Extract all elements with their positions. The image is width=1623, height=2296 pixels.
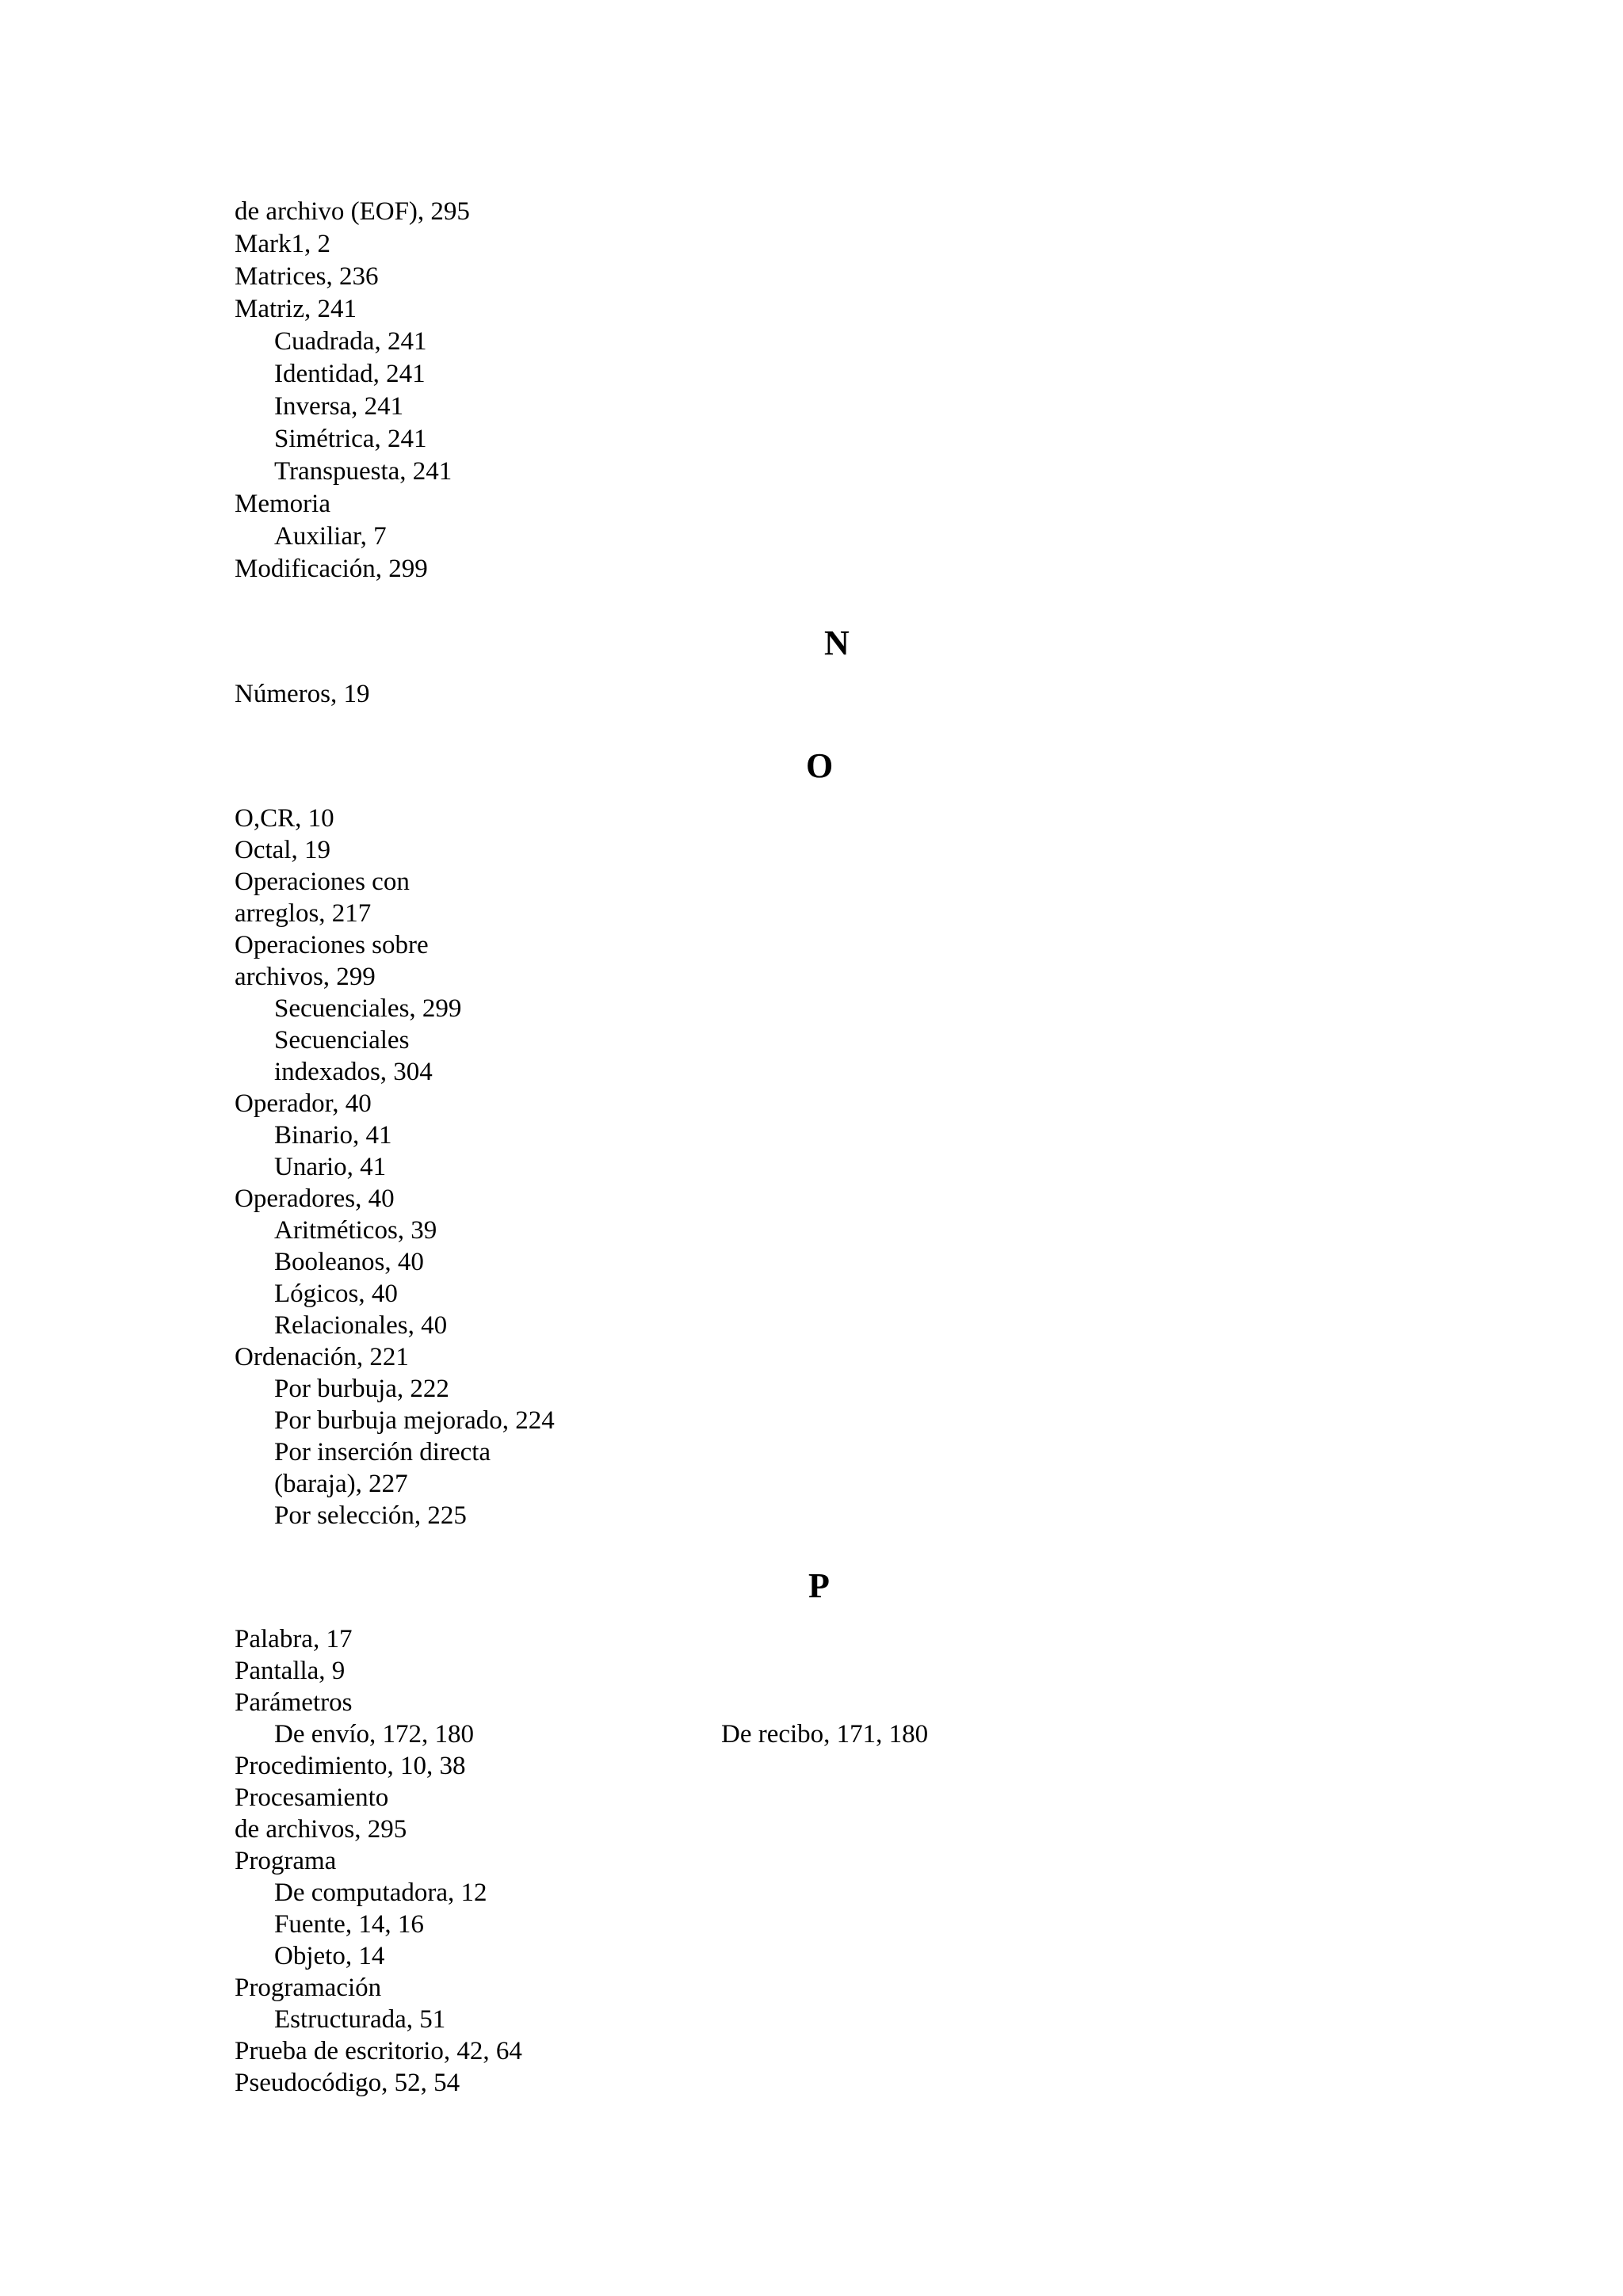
index-entry: Programación (235, 1974, 382, 2002)
index-entry: Operador, 40 (235, 1089, 372, 1118)
index-subentry: Simétrica, 241 (274, 425, 427, 453)
index-subentry: Secuenciales, 299 (274, 994, 462, 1023)
index-entry: Mark1, 2 (235, 230, 330, 258)
index-entry: Prueba de escritorio, 42, 64 (235, 2037, 522, 2065)
index-subentry-right: De recibo, 171, 180 (721, 1720, 929, 1749)
index-entry: Operadores, 40 (235, 1184, 395, 1213)
index-subentry: Estructurada, 51 (274, 2005, 446, 2034)
index-subentry: Auxiliar, 7 (274, 522, 387, 551)
index-entry: Procedimiento, 10, 38 (235, 1752, 466, 1780)
index-entry: Procesamiento (235, 1783, 389, 1812)
index-entry: Números, 19 (235, 680, 370, 708)
index-entry: arreglos, 217 (235, 899, 372, 928)
index-subentry: Binario, 41 (274, 1121, 392, 1150)
index-entry: Modificación, 299 (235, 555, 428, 583)
index-entry: Matriz, 241 (235, 295, 357, 323)
index-entry: de archivos, 295 (235, 1815, 407, 1844)
index-entry: Memoria (235, 490, 330, 518)
index-subentry: indexados, 304 (274, 1058, 433, 1086)
index-subentry: De envío, 172, 180 (274, 1720, 475, 1749)
index-subentry: Relacionales, 40 (274, 1311, 448, 1340)
index-entry: O,CR, 10 (235, 804, 334, 833)
section-letter-n: N (824, 624, 850, 662)
index-subentry: Fuente, 14, 16 (274, 1910, 424, 1939)
index-subentry: De computadora, 12 (274, 1878, 487, 1907)
index-entry: Octal, 19 (235, 836, 330, 864)
section-letter-o: O (806, 746, 834, 785)
index-entry: Programa (235, 1847, 337, 1875)
index-subentry: Objeto, 14 (274, 1942, 385, 1970)
index-subentry: Booleanos, 40 (274, 1248, 424, 1276)
index-subentry: Secuenciales (274, 1026, 410, 1055)
index-subentry: Lógicos, 40 (274, 1280, 398, 1308)
index-subentry: Cuadrada, 241 (274, 327, 427, 356)
index-entry: Parámetros (235, 1688, 353, 1717)
index-subentry: Unario, 41 (274, 1153, 387, 1181)
section-letter-p: P (808, 1566, 830, 1605)
index-entry: Operaciones sobre (235, 931, 429, 959)
index-subentry: Por inserción directa (274, 1438, 491, 1466)
index-entry: de archivo (EOF), 295 (235, 197, 470, 226)
index-subentry: Por burbuja, 222 (274, 1375, 449, 1403)
index-subentry: Identidad, 241 (274, 360, 426, 388)
index-subentry: Por burbuja mejorado, 224 (274, 1406, 555, 1435)
index-entry: Ordenación, 221 (235, 1343, 409, 1371)
index-entry: Palabra, 17 (235, 1625, 353, 1653)
index-subentry: (baraja), 227 (274, 1470, 408, 1498)
index-subentry: Aritméticos, 39 (274, 1216, 437, 1245)
index-entry: Pseudocódigo, 52, 54 (235, 2069, 460, 2097)
index-subentry: Por selección, 225 (274, 1501, 467, 1530)
index-entry: Matrices, 236 (235, 262, 379, 291)
index-entry: archivos, 299 (235, 963, 376, 991)
index-entry: Operaciones con (235, 868, 410, 896)
index-subentry: Transpuesta, 241 (274, 457, 453, 486)
index-entry: Pantalla, 9 (235, 1657, 346, 1685)
index-subentry: Inversa, 241 (274, 392, 404, 421)
